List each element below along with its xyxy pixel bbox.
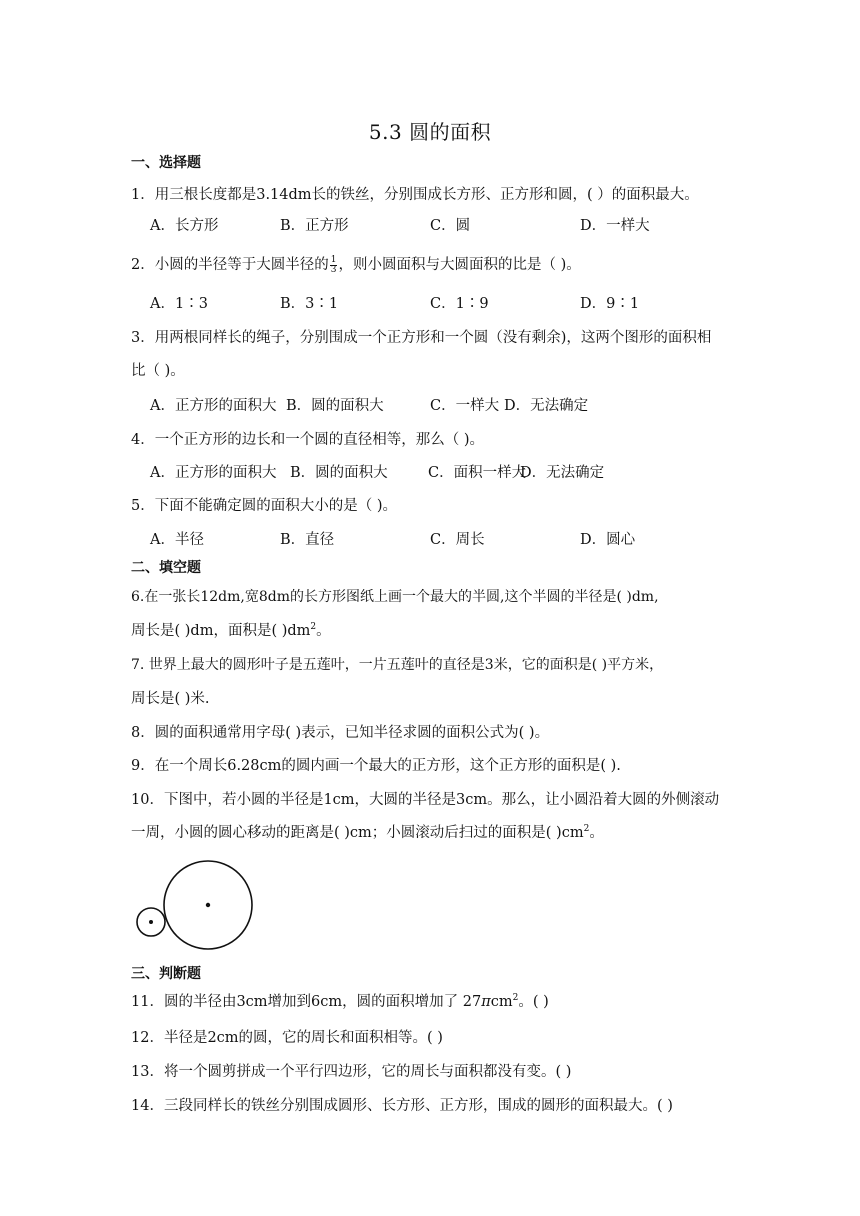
option-a: A．正方形的面积大 xyxy=(150,398,277,414)
option-b: B．圆的面积大 xyxy=(290,465,388,481)
fraction-one-third xyxy=(330,256,338,275)
question-3-line-1: 3．用两根同样长的绳子，分别围成一个正方形和一个圆（没有剩余)，这两个图形的面积相 xyxy=(131,330,712,346)
question-6-end: 。 xyxy=(316,623,331,639)
question-6-text: 周长是( )dm，面积是( )dm xyxy=(131,623,311,639)
question-10-line-2 xyxy=(131,821,604,842)
question-12: 12．半径是2cm的圆，它的周长和面积相等。( ) xyxy=(131,1030,443,1046)
option-c: C．周长 xyxy=(430,532,485,548)
question-2 xyxy=(131,253,581,275)
question-11 xyxy=(131,990,549,1011)
question-10-end: 。 xyxy=(589,825,604,841)
option-d: D．无法确定 xyxy=(504,398,589,414)
option-c: C．圆 xyxy=(430,218,471,234)
option-a: A．1∶3 xyxy=(150,296,208,312)
question-1-options xyxy=(150,214,790,236)
question-3-options xyxy=(150,394,790,416)
fraction-numerator: 1 xyxy=(330,254,337,265)
question-11-end: 。( ) xyxy=(518,994,549,1010)
pi-symbol: π xyxy=(481,994,491,1010)
question-1: 1．用三根长度都是3.14dm长的铁丝，分别围成长方形、正方形和圆，( ）的面积最大。 xyxy=(131,187,699,203)
question-4: 4．一个正方形的边长和一个圆的直径相等，那么（ )。 xyxy=(131,432,484,448)
question-6-line-2 xyxy=(131,619,331,640)
unit-text: cm xyxy=(490,994,513,1010)
question-2-text-after: ，则小圆面积与大圆面积的比是（ )。 xyxy=(338,257,581,273)
option-d: D．无法确定 xyxy=(520,465,605,481)
option-c: C．一样大 xyxy=(430,398,500,414)
small-circle-center xyxy=(149,920,153,924)
circles-figure xyxy=(131,858,261,958)
section-heading-choice: 一、选择题 xyxy=(131,155,201,171)
question-10-text: 一周，小圆的圆心移动的距离是( )cm；小圆滚动后扫过的面积是( )cm xyxy=(131,825,584,841)
option-d: D．一样大 xyxy=(580,218,650,234)
question-13: 13．将一个圆剪拼成一个平行四边形，它的周长与面积都没有变。( ) xyxy=(131,1064,572,1080)
superscript: 2 xyxy=(583,824,590,835)
section-heading-fill-blank: 二、填空题 xyxy=(131,560,201,576)
question-2-options xyxy=(150,292,790,314)
option-a: A．半径 xyxy=(150,532,204,548)
question-9: 9．在一个周长6.28cm的圆内画一个最大的正方形，这个正方形的面积是( ). xyxy=(131,758,621,774)
option-b: B．圆的面积大 xyxy=(286,398,384,414)
option-a: A．正方形的面积大 xyxy=(150,465,277,481)
question-14: 14．三段同样长的铁丝分别围成圆形、长方形、正方形，围成的圆形的面积最大。( ) xyxy=(131,1098,673,1114)
section-heading-judgment: 三、判断题 xyxy=(131,966,201,982)
question-6-line-1: 6.在一张长12dm,宽8dm的长方形图纸上画一个最大的半圆,这个半圆的半径是( )dm, xyxy=(131,589,659,605)
large-circle-center xyxy=(206,903,210,907)
question-8: 8．圆的面积通常用字母( )表示，已知半径求圆的面积公式为( )。 xyxy=(131,725,550,741)
question-7-line-2: 周长是( )米. xyxy=(131,691,210,707)
question-7-line-1: 7. 世界上最大的圆形叶子是五莲叶，一片五莲叶的直径是3米，它的面积是( )平方米， xyxy=(131,657,664,673)
question-10-line-1: 10．下图中，若小圆的半径是1cm，大圆的半径是3cm。那么，让小圆沿着大圆的外侧滚动 xyxy=(131,792,720,808)
question-2-text-before: 2．小圆的半径等于大圆半径的 xyxy=(131,257,329,273)
question-3-line-2: 比（ )。 xyxy=(131,363,185,379)
option-d: D．圆心 xyxy=(580,532,636,548)
superscript: 2 xyxy=(512,993,519,1004)
option-a: A．长方形 xyxy=(150,218,219,234)
option-c: C．1∶9 xyxy=(430,296,489,312)
option-c: C．面积一样大 xyxy=(428,465,527,481)
fraction-denominator: 3 xyxy=(330,264,337,275)
superscript: 2 xyxy=(310,622,317,633)
page-title: 5.3 圆的面积 xyxy=(368,120,492,144)
option-b: B．正方形 xyxy=(280,218,349,234)
question-5-options xyxy=(150,528,790,550)
option-b: B．3∶1 xyxy=(280,296,339,312)
question-5: 5．下面不能确定圆的面积大小的是（ )。 xyxy=(131,498,397,514)
question-4-options xyxy=(150,461,790,483)
option-d: D．9∶1 xyxy=(580,296,640,312)
question-11-text: 11．圆的半径由3cm增加到6cm，圆的面积增加了 27 xyxy=(131,994,482,1010)
option-b: B．直径 xyxy=(280,532,335,548)
